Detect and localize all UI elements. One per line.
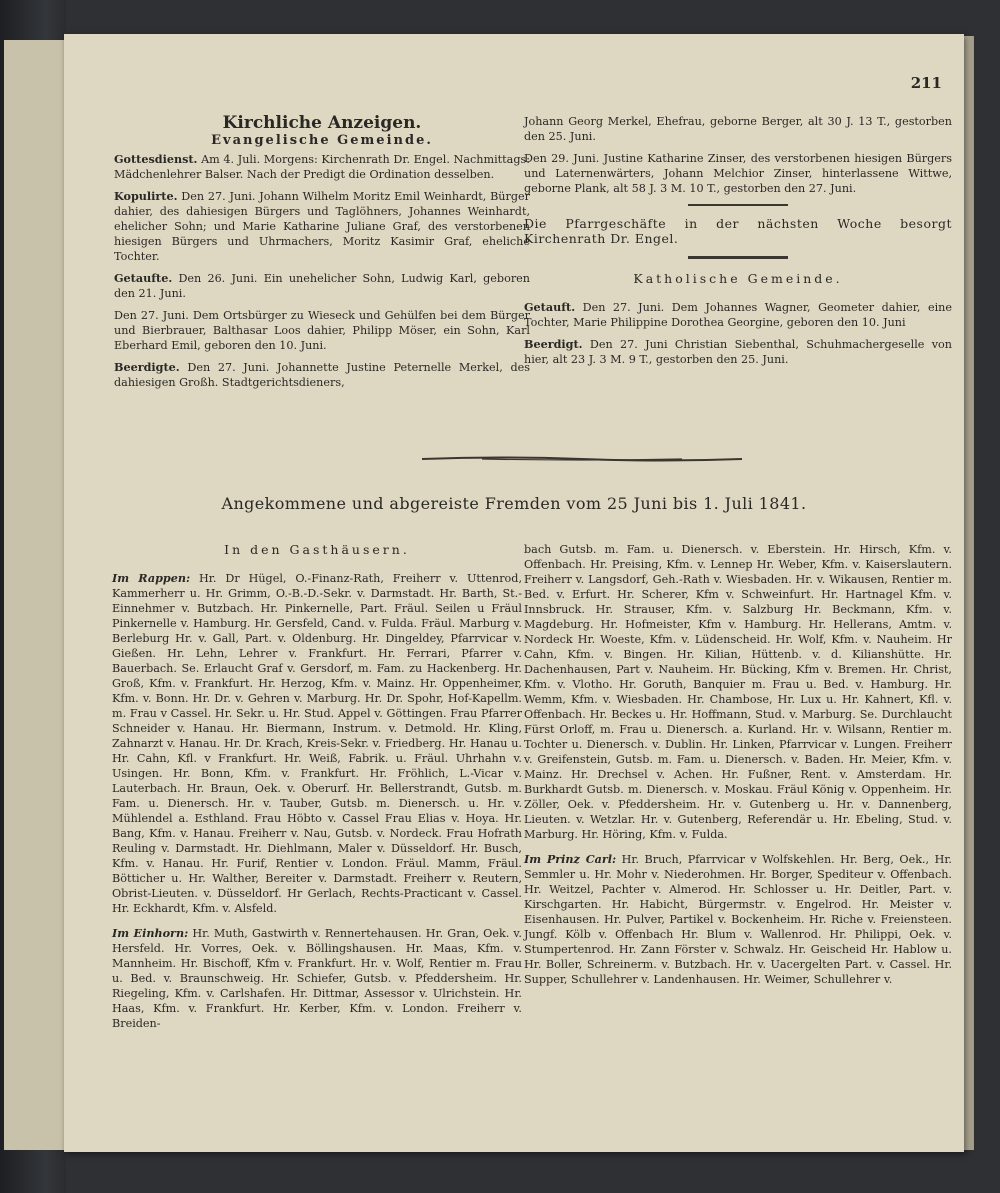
einhorn-continuation: bach Gutsb. m. Fam. u. Dienersch. v. Eberstein. Hr. Hirsch, Kfm. v. Offenbach. Hr. Preising, Kfm. v. Lennep Hr. Weber, Kfm. v. Kaiserslautern. Freiherr v. Langsdorf, Geh.-Rath v. Wiesbaden. Hr. v. Wikausen, Rentier m. Bed. v. Erfurt. Hr. Scherer, Kfm v. Schweinfurt. Hr. Hartnagel Kfm. v. Innsbruck. Hr. Strauser, Kfm. v. Salzburg Hr. Beckmann, Kfm. v. Magdeburg. Hr. Hofmeister, Kfm v. Hamburg. Hr. Hellerans, Amtm. v. Nordeck Hr. Woeste, Kfm. v. Lüdenscheid. Hr. Wolf, Kfm. v. Nauheim. Hr Cahn, Kfm. v. Bingen. Hr. Kilian, Hüttenb. v. d. Kilianshütte. Hr. Dachenhausen, Part v. Nauheim. Hr. Bücking, Kfm v. Bremen. Hr. Christ, Kfm. v. Vlotho. Hr. Goruth, Banquier m. Frau u. Bed. v. Hamburg. Hr. Wemm, Kfm. v. Wiesbaden. Hr. Chambose, Hr. Lux u. Hr. Kahnert, Kfl. v. Offenbach. Hr. Beckes u. Hr. Hoffmann, Stud. v. Marburg. Se. Durchlaucht Fürst Orloff, m. Frau u. Dienersch. a. Kurland. Hr. v. Wilsann, Rentier m. Tochter u. Dienersch. v. Dublin. Hr. Linken, Pfarrvicar v. Lungen. Freiherr v. Greifenstein, Gutsb. m. Fam. u. Dienersch. v. Baden. Hr. Meier, Kfm. v. Mainz. Hr. Drechsel v. Achen. Hr. Fußner, Rent. v. Amsterdam. Hr. Burkhardt Gutsb. m. Dienersch. v. Moskau. Fräul König v. Oppenheim. Hr. Zöller, Oek. v. Pfeddersheim. Hr. v. Gutenberg u. Hr. v. Dannenberg, Lieuten. v. Wetzlar. Hr. v. Gutenberg, Referendär u. Hr. Ebeling, Stud. v. Marburg. Hr. Höring, Kfm. v. Fulda.: [524, 543, 952, 841]
kath-beerdigt-label: Beerdigt.: [524, 337, 583, 351]
ornamental-rule: [422, 456, 742, 462]
beerdigte-label: Beerdigte.: [114, 360, 180, 374]
gottesdienst-text: Am 4. Juli. Morgens: Kirchenrath Dr. Engel. Nachmittags: Mädchenlehrer Balser. Nach der Predigt die Ordination desselben.: [114, 153, 531, 181]
catholic-heading: Katholische Gemeinde.: [633, 271, 843, 286]
kath-beerdigt-paragraph: [524, 337, 952, 367]
previous-page-edge: [4, 40, 65, 1150]
evangelical-heading: Evangelische Gemeinde.: [211, 133, 433, 148]
beerdigte-paragraph: [114, 360, 530, 390]
kath-getauft-paragraph: [524, 300, 952, 330]
divider-rule-thick: [688, 256, 788, 259]
kopulirte-paragraph: [114, 189, 530, 264]
prinz-carl-label: Im Prinz Carl:: [524, 852, 617, 866]
pfarrgeschaefte-notice: Die Pfarrgeschäfte in der nächsten Woche besorgt Kirchenrath Dr. Engel.: [524, 216, 952, 246]
getaufte-text-1: Den 26. Juni. Ein unehelicher Sohn, Ludwig Karl, geboren den 21. Juni.: [114, 272, 530, 300]
prinz-carl-text: Hr. Bruch, Pfarrvicar v Wolfskehlen. Hr. Berg, Oek., Hr. Semmler u. Hr. Mohr v. Niederohmen. Hr. Borger, Spediteur v. Offenbach. Hr. Weitzel, Pachter v. Almerod. Hr. Schlosser u. Hr. Deitler, Part. v. Kirschgarten. Hr. Habicht, Bürgermstr. v. Engelrod. Hr. Meister v. Eisenhausen. Hr. Pulver, Partikel v. Bockenheim. Hr. Riche v. Freiensteen. Jungf. Kölb v. Offenbach Hr. Blum v. Wallenrod. Hr. Philippi, Oek. v. Stumpertenrod. Hr. Zann Förster v. Schwalz. Hr. Geischeid Hr. Hablow u. Hr. Boller, Schreinerm. v. Butzbach. Hr. v. Uacergelten Part. v. Cassel. Hr. Supper, Schullehrer v. Landenhausen. Hr. Weimer, Schullehrer v.: [524, 853, 952, 986]
page-number: 211: [910, 74, 942, 92]
travellers-left: [112, 542, 522, 1041]
rappen-label: Im Rappen:: [112, 571, 191, 585]
beerdigte-continuation: Johann Georg Merkel, Ehefrau, geborne Berger, alt 30 J. 13 T., gestorben den 25. Juni.: [524, 115, 952, 143]
beerdigte-paragraph-2: Den 29. Juni. Justine Katharine Zinser, des verstorbenen hiesigen Bürgers und Laternenwärters, Johann Melchior Zinser, hinterlassene Wittwe, geborne Plank, alt 58 J. 3 M. 10 T., gestorben den 27. Juni.: [524, 152, 952, 195]
kath-getauft-text: Den 27. Juni. Dem Johannes Wagner, Geometer dahier, eine Tochter, Marie Philippine Dorothea Georgine, geboren den 10. Juni: [524, 301, 952, 329]
gottesdienst-paragraph: [114, 152, 530, 182]
gottesdienst-label: Gottesdienst.: [114, 152, 198, 166]
kath-beerdigt-text: Den 27. Juni Christian Siebenthal, Schuhmachergeselle von hier, alt 23 J. 3 M. 9 T., gestorben den 25. Juni.: [524, 338, 952, 366]
church-notices-left: [114, 112, 530, 397]
kopulirte-label: Kopulirte.: [114, 189, 178, 203]
getaufte-label: Getaufte.: [114, 271, 173, 285]
einhorn-label: Im Einhorn:: [112, 926, 189, 940]
einhorn-text: Hr. Muth, Gastwirth v. Rennertehausen. Hr. Gran, Oek. v. Hersfeld. Hr. Vorres, Oek. v. Böllingshausen. Hr. Maas, Kfm. v. Mannheim. Hr. Bischoff, Kfm v. Frankfurt. Hr. v. Wolf, Rentier m. Frau u. Bed. v. Braunschweig. Hr. Schiefer, Gutsb. v. Pfeddersheim. Hr. Riegeling, Kfm. v. Carlshafen. Hr. Dittmar, Assessor v. Ulrichstein. Hr. Haas, Kfm. v. Frankfurt. Hr. Kerber, Kfm. v. London. Freiherr v. Breiden-: [112, 927, 522, 1030]
getaufte-paragraph-2: Den 27. Juni. Dem Ortsbürger zu Wieseck und Gehülfen bei dem Bürger und Bierbrauer, Balthasar Loos dahier, Philipp Möser, ein Sohn, Karl Eberhard Emil, geboren den 10. Juni.: [114, 309, 530, 352]
rappen-paragraph: [112, 571, 522, 916]
travellers-heading: Angekommene und abgereiste Fremden vom 25 Juni bis 1. Juli 1841.: [221, 494, 807, 513]
einhorn-paragraph: [112, 926, 522, 1031]
travellers-right: [524, 542, 952, 997]
divider-rule: [688, 204, 788, 206]
gasthaeuser-subheading: In den Gasthäusern.: [224, 542, 410, 557]
getaufte-paragraph: [114, 271, 530, 301]
prinz-carl-paragraph: [524, 852, 952, 987]
beerdigte-text-1: Den 27. Juni. Johannette Justine Peternelle Merkel, des dahiesigen Großh. Stadtgerichtsdieners,: [114, 361, 530, 389]
rappen-text: Hr. Dr Hügel, O.-Finanz-Rath, Freiherr v. Uttenrod, Kammerherr u. Hr. Grimm, O.-B.-D.-Sekr. v. Darmstadt. Hr. Barth, St.-Einnehmer v. Butzbach. Hr. Pinkernelle, Part. Fräul. Seilen u Fräul Pinkernelle v. Hamburg. Hr. Gersfeld, Cand. v. Fulda. Fräul. Marburg v. Berleburg Hr. v. Gall, Part. v. Oldenburg. Hr. Dingeldey, Pfarrvicar v. Gießen. Hr. Lehn, Lehrer v. Frankfurt. Hr. Ferrari, Pfarrer v. Bauerbach. Se. Erlaucht Graf v. Gersdorf, m. Fam. zu Hackenberg. Hr. Groß, Kfm. v. Frankfurt. Hr. Herzog, Kfm. v. Mainz. Hr. Oppenheimer, Kfm. v. Bonn. Hr. Dr. v. Gehren v. Marburg. Hr. Dr. Spohr, Hof-Kapellm. m. Frau v Cassel. Hr. Sekr. u. Hr. Stud. Appel v. Göttingen. Frau Pfarrer Schneider v. Hanau. Hr. Biermann, Instrum. v. Detmold. Hr. Kling, Zahnarzt v. Hanau. Hr. Dr. Krach, Kreis-Sekr. v. Friedberg. Hr. Hanau u. Hr. Cahn, Kfl. v Frankfurt. Hr. Weiß, Fabrik. u. Fräul. Uhrhahn v. Usingen. Hr. Bonn, Kfm. v. Frankfurt. Hr. Fröhlich, L.-Vicar v. Lauterbach. Hr. Braun, Oek. v. Oberurf. Hr. Bellerstrandt, Gutsb. m. Fam. u. Dienersch. Hr. v. Tauber, Gutsb. m. Dienersch. u. Hr. v. Mühlendel a. Esthland. Frau Höbto v. Cassel Frau Elias v. Hoya. Hr. Bang, Kfm. v. Hanau. Freiherr v. Nau, Gutsb. v. Nordeck. Frau Hofrath Reuling v. Darmstadt. Hr. Diehlmann, Maler v. Düsseldorf. Hr. Busch, Kfm. v. Hanau. Hr. Furif, Rentier v. London. Fräul. Mamm, Fräul. Bötticher u. Hr. Walther, Bereiter v. Darmstadt. Freiherr v. Reutern, Obrist-Lieuten. v. Düsseldorf. Hr Gerlach, Rechts-Practicant v. Cassel. Hr. Eckhardt, Kfm. v. Alsfeld.: [112, 572, 523, 915]
church-title: Kirchliche Anzeigen.: [222, 113, 422, 133]
church-notices-right: [524, 114, 952, 374]
kopulirte-text: Den 27. Juni. Johann Wilhelm Moritz Emil Weinhardt, Bürger dahier, des dahiesigen Bürgers und Taglöhners, Johannes Weinhardt, ehelicher Sohn; und Marie Katharine Juliane Graf, des verstorbenen hiesigen Bürgers und Uhrmachers, Moritz Kasimir Graf, eheliche Tochter.: [114, 190, 530, 263]
kath-getauft-label: Getauft.: [524, 300, 576, 314]
newspaper-page: [64, 34, 964, 1152]
